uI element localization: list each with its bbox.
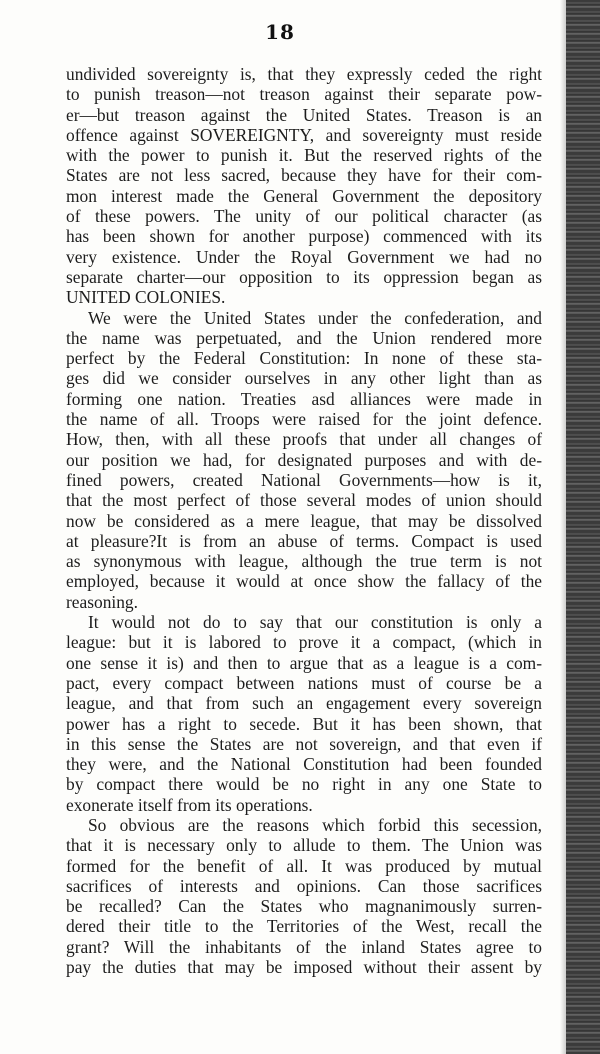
text-line: exonerate itself from its operations. [66,794,313,815]
paragraph-1 [66,64,542,308]
text-line: power has a right to secede. But it has been shown, that [66,713,542,734]
text-line: So obvious are the reasons which forbid this secession, [88,814,542,835]
book-spine [566,0,600,1054]
text-line: mon interest made the General Government the depository [66,185,542,206]
text-line: that it is necessary only to allude to them. The Union was [66,835,542,856]
paragraph-4 [66,815,542,977]
text-line: We were the United States under the confederation, and [88,307,542,328]
text-line: ges did we consider ourselves in any other light than as [66,368,542,389]
text-line: perfect by the Federal Constitution: In none of these sta- [66,348,542,369]
text-line: separate charter—our opposition to its oppression began as [66,266,542,287]
text-line: UNITED COLONIES. [66,287,226,308]
text-line: fined powers, created National Governments—how is it, [66,469,542,490]
body-text [66,64,542,977]
text-line: forming one nation. Treaties asd alliances were made in [66,388,542,409]
text-line: reasoning. [66,591,138,612]
paragraph-2 [66,308,542,612]
text-line: offence against SOVEREIGNTY, and sovereignty must reside [66,124,542,145]
text-line: pact, every compact between nations must of course be a [66,672,542,693]
text-line: by compact there would be no right in any one State to [66,774,542,795]
text-line: formed for the benefit of all. It was produced by mutual [66,855,542,876]
text-line: our position we had, for designated purposes and with de- [66,449,542,470]
text-line: It would not do to say that our constitution is only a [88,612,542,633]
text-line: employed, because it would at once show the fallacy of the [66,571,542,592]
text-line: has been shown for another purpose) commenced with its [66,226,542,247]
text-line: of these powers. The unity of our political character (as [66,206,542,227]
text-line: league, and that from such an engagement every sovereign [66,693,542,714]
text-line: er—but treason against the United States. Treason is an [66,104,542,125]
text-line: league: but it is labored to prove it a compact, (which in [66,632,542,653]
text-line: sacrifices of interests and opinions. Can those sacrifices [66,875,542,896]
text-line: with the power to punish it. But the reserved rights of the [66,145,542,166]
text-line: States are not less sacred, because they have for their com- [66,165,542,186]
text-line: be recalled? Can the States who magnanimously surren- [66,896,542,917]
page-number: 18 [265,20,295,44]
text-line: as synonymous with league, although the true term is not [66,551,542,572]
text-line: to punish treason—not treason against their separate pow- [66,84,542,105]
text-line: that the most perfect of those several modes of union should [66,490,542,511]
text-line: dered their title to the Territories of the West, recall the [66,916,542,937]
text-line: now be considered as a mere league, that may be dissolved [66,510,542,531]
text-line: How, then, with all these proofs that under all changes of [66,429,542,450]
text-line: pay the duties that may be imposed without their assent by [66,957,542,978]
paragraph-3 [66,612,542,815]
text-line: undivided sovereignty is, that they expressly ceded the right [66,64,542,84]
text-line: they were, and the National Constitution had been founded [66,754,542,775]
text-line: in this sense the States are not sovereign, and that even if [66,733,542,754]
text-line: the name of all. Troops were raised for the joint defence. [66,409,542,430]
text-line: very existence. Under the Royal Government we had no [66,246,542,267]
text-line: one sense it is) and then to argue that as a league is a com- [66,652,542,673]
text-line: the name was perpetuated, and the Union rendered more [66,327,542,348]
text-line: grant? Will the inhabitants of the inland States agree to [66,936,542,957]
text-line: at pleasure?It is from an abuse of terms. Compact is used [66,530,542,551]
